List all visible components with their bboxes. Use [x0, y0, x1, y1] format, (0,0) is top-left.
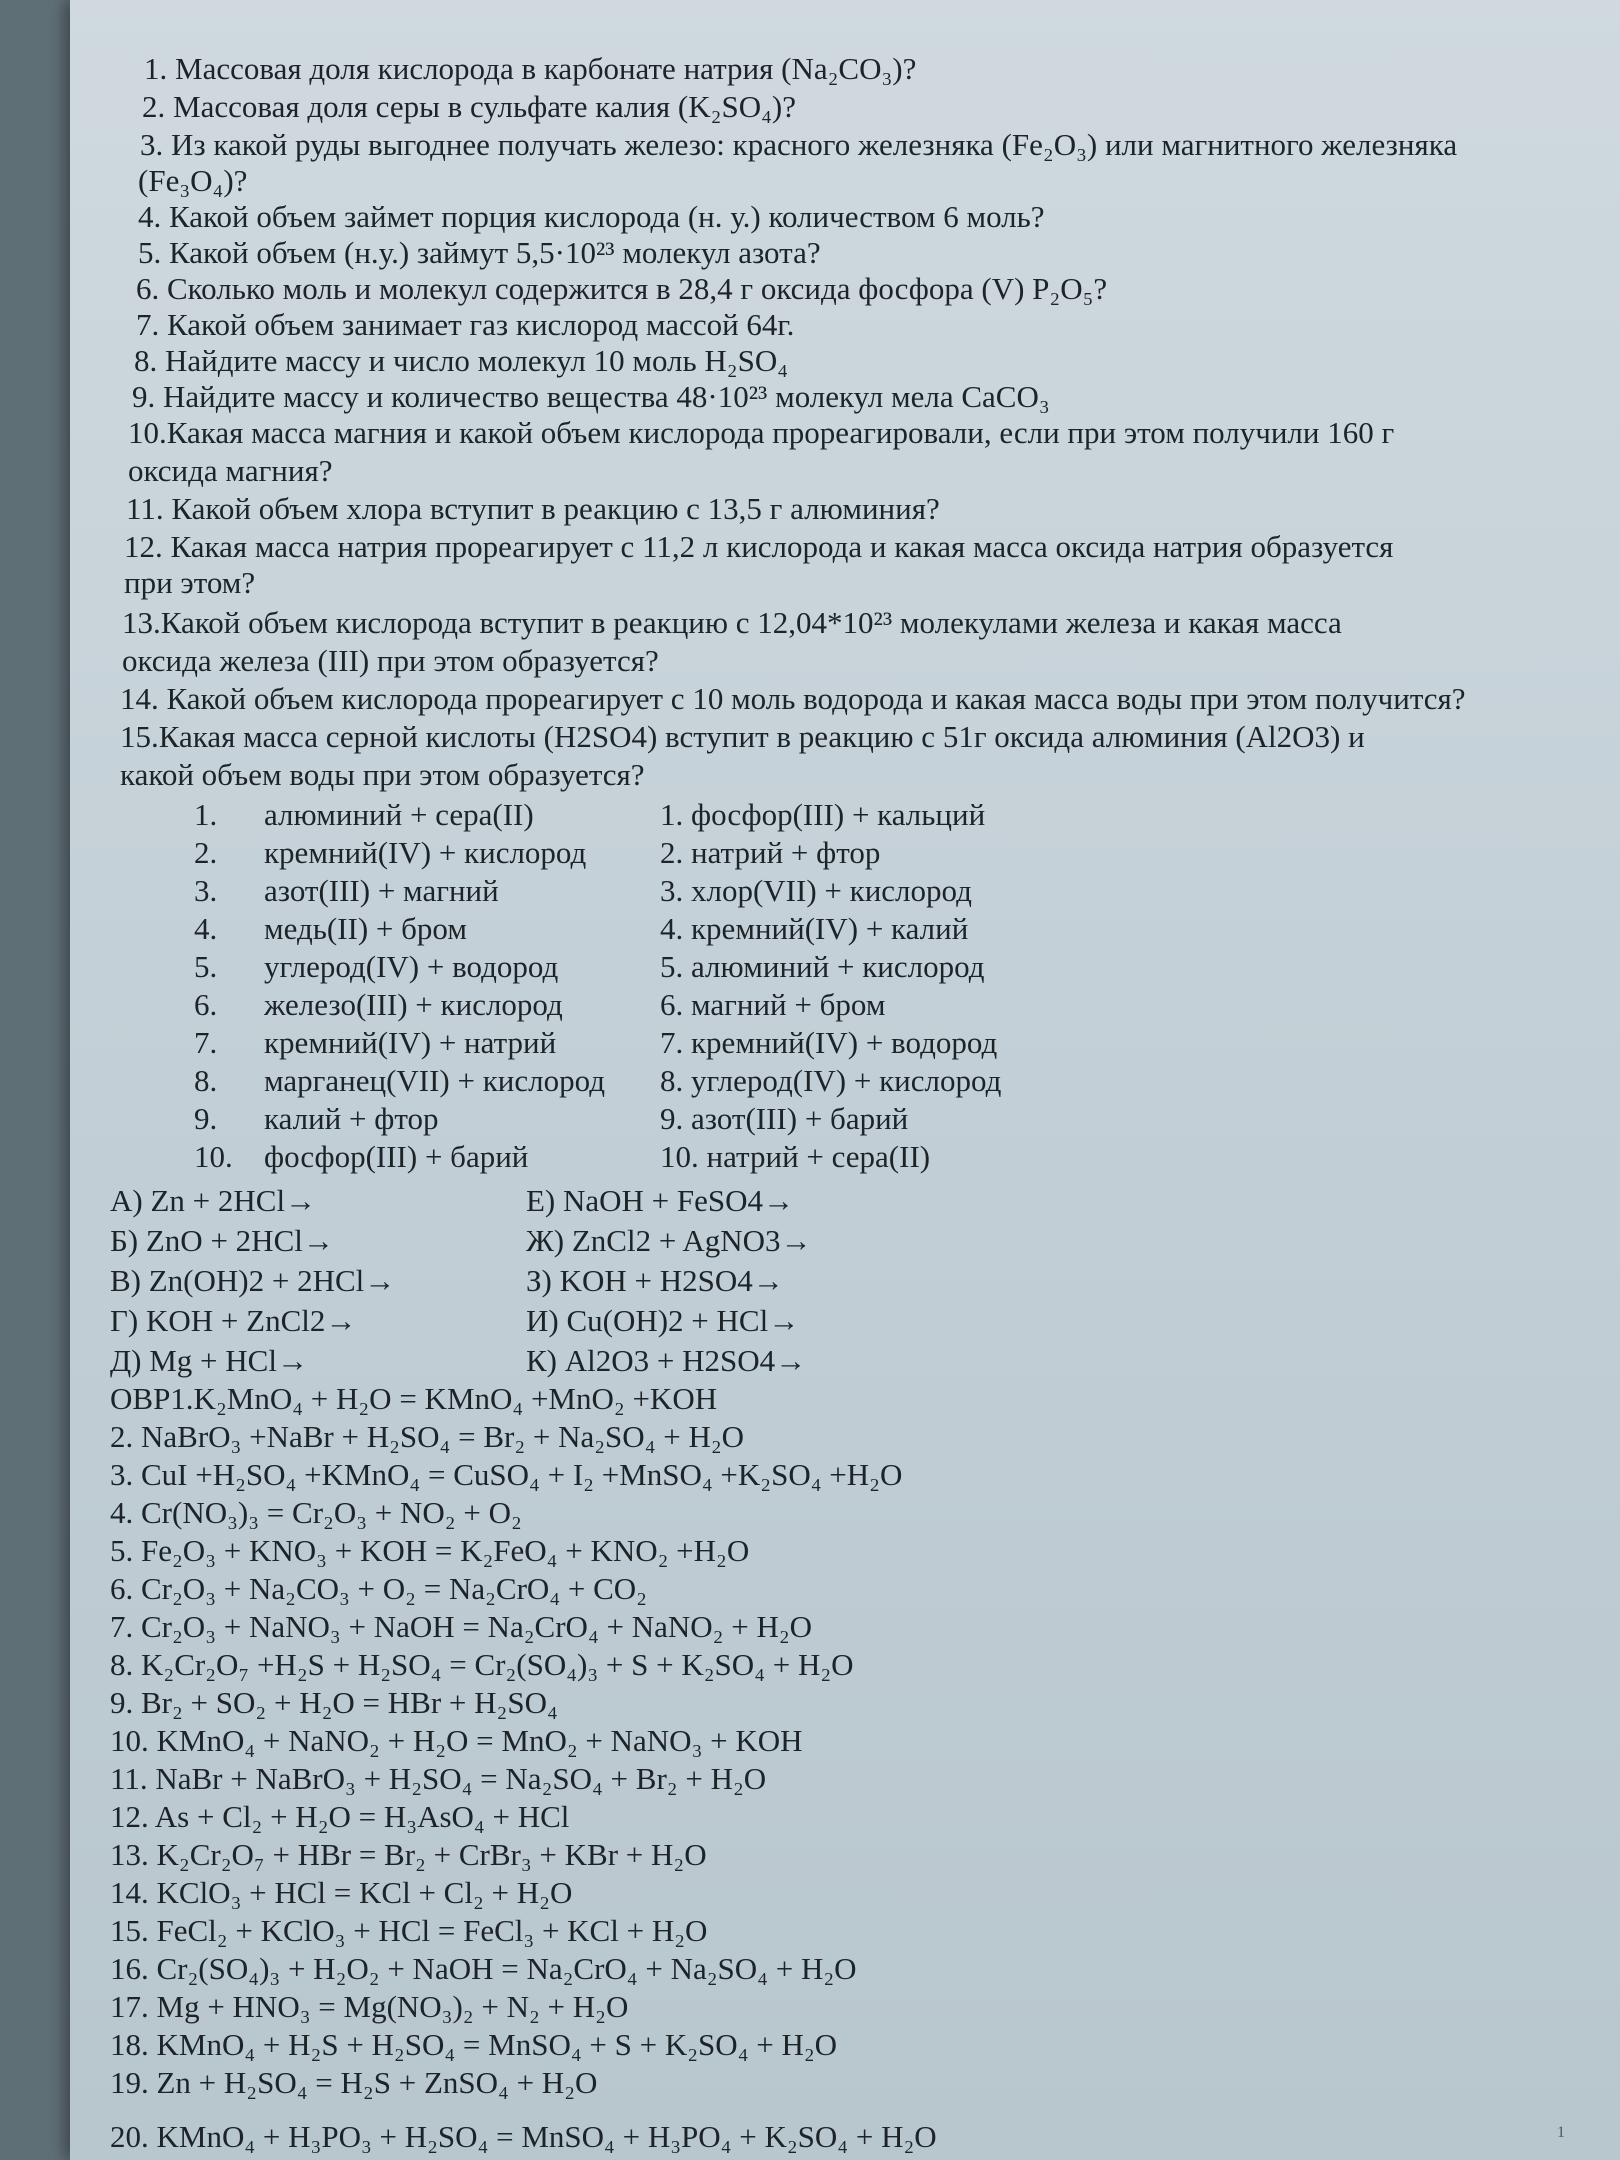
reaction-item: Б) ZnO + 2HCl→ [110, 1223, 334, 1258]
redox-equation: 11. NaBr + NaBrO₃ + H₂SO₄ = Na₂SO₄ + Br₂ + H₂O [110, 1761, 767, 1796]
pair-item: 6. магний + бром [660, 987, 886, 1022]
reaction-item: И) Cu(OH)2 + HCl→ [526, 1303, 800, 1338]
redox-equation: 6. Cr₂O₃ + Na₂CO₃ + O₂ = Na₂CrO₄ + CO₂ [110, 1571, 647, 1606]
redox-equation: 16. Cr₂(SO₄)₃ + H₂O₂ + NaOH = Na₂CrO₄ + Na₂SO₄ + H₂O [110, 1951, 857, 1986]
question-line: 4. Какой объем займет порция кислорода (н. у.) количеством 6 моль? [138, 199, 1045, 234]
reaction-item: З) KOH + H2SO4→ [526, 1263, 784, 1298]
question-line: (Fe₃O₄)? [138, 163, 248, 198]
question-line: 5. Какой объем (н.у.) займут 5,5·10²³ молекул азота? [138, 235, 821, 270]
redox-equation: 18. KMnO₄ + H₂S + H₂SO₄ = MnSO₄ + S + K₂SO₄ + H₂O [110, 2027, 838, 2062]
pair-item: 6. железо(III) + кислород [194, 987, 563, 1022]
worksheet-page [70, 0, 1620, 2160]
question-line: 7. Какой объем занимает газ кислород массой 64г. [136, 307, 795, 342]
pair-item: 10. фосфор(III) + барий [194, 1139, 529, 1174]
redox-equation: 7. Cr₂O₃ + NaNO₃ + NaOH = Na₂CrO₄ + NaNO₂ + H₂O [110, 1609, 813, 1644]
question-line: 2. Массовая доля серы в сульфате калия (K₂SO₄)? [142, 89, 796, 124]
question-line: оксида железа (III) при этом образуется? [122, 643, 659, 678]
pair-item: 1. фосфор(III) + кальций [660, 797, 986, 832]
pair-item: 8. марганец(VII) + кислород [194, 1063, 605, 1098]
question-line: 3. Из какой руды выгоднее получать железо: красного железняка (Fe₂O₃) или магнитного железняка [140, 127, 1458, 162]
pair-item: 7. кремний(IV) + водород [660, 1025, 998, 1060]
reaction-item: К) Al2O3 + H2SO4→ [526, 1343, 807, 1378]
redox-equation: 13. K₂Cr₂O₇ + HBr = Br₂ + CrBr₃ + KBr + H₂O [110, 1837, 707, 1872]
pair-item: 8. углерод(IV) + кислород [660, 1063, 1002, 1098]
pair-item: 5. алюминий + кислород [660, 949, 985, 984]
pair-item: 4. кремний(IV) + калий [660, 911, 969, 946]
redox-equation: 4. Cr(NO₃)₃ = Cr₂O₃ + NO₂ + O₂ [110, 1495, 522, 1530]
pair-item: 5. углерод(IV) + водород [194, 949, 559, 984]
question-line: оксида магния? [128, 453, 333, 488]
reaction-item: Г) KOH + ZnCl2→ [110, 1303, 357, 1338]
pair-item: 3. хлор(VII) + кислород [660, 873, 972, 908]
redox-equation: ОВР1.K₂MnO₄ + H₂O = KMnO₄ +MnO₂ +KOH [110, 1381, 718, 1416]
question-line: 10.Какая масса магния и какой объем кислорода прореагировали, если при этом получили 160 г [128, 415, 1395, 450]
question-line: 15.Какая масса серной кислоты (H2SO4) вступит в реакцию с 51г оксида алюминия (Al2O3) и [120, 719, 1365, 754]
reaction-item: Ж) ZnCl2 + AgNO3→ [526, 1223, 812, 1258]
pair-item: 9. калий + фтор [194, 1101, 439, 1136]
pair-item: 4. медь(II) + бром [194, 911, 467, 946]
reaction-item: Д) Mg + HCl→ [110, 1343, 308, 1378]
redox-equation: 10. KMnO₄ + NaNO₂ + H₂O = MnO₂ + NaNO₃ + KOH [110, 1723, 803, 1758]
reaction-item: В) Zn(OH)2 + 2HCl→ [110, 1263, 396, 1298]
question-line: 11. Какой объем хлора вступит в реакцию с 13,5 г алюминия? [126, 491, 940, 526]
pair-item: 7. кремний(IV) + натрий [194, 1025, 557, 1060]
redox-equation: 2. NaBrO₃ +NaBr + H₂SO₄ = Br₂ + Na₂SO₄ + H₂O [110, 1419, 745, 1454]
question-line: при этом? [124, 565, 256, 600]
question-line: 8. Найдите массу и число молекул 10 моль H₂SO₄ [134, 343, 789, 378]
question-line: 6. Сколько моль и молекул содержится в 28,4 г оксида фосфора (V) P₂O₅? [136, 271, 1108, 306]
question-line: 9. Найдите массу и количество вещества 48·10²³ молекул мела CaCO₃ [132, 379, 1050, 414]
redox-equation: 5. Fe₂O₃ + KNO₃ + KOH = K₂FeO₄ + KNO₂ +H₂O [110, 1533, 750, 1568]
question-line: какой объем воды при этом образуется? [120, 757, 645, 792]
pair-item: 2. кремний(IV) + кислород [194, 835, 587, 870]
pair-item: 10. натрий + сера(II) [660, 1139, 931, 1174]
redox-equation: 15. FeCl₂ + KClO₃ + HCl = FeCl₃ + KCl + H₂O [110, 1913, 708, 1948]
question-line: 12. Какая масса натрия прореагирует с 11,2 л кислорода и какая масса оксида натрия образуется [124, 529, 1394, 564]
redox-equation: 12. As + Cl₂ + H₂O = H₃AsO₄ + HCl [110, 1799, 570, 1834]
reaction-item: А) Zn + 2HCl→ [110, 1183, 317, 1218]
pair-item: 3. азот(III) + магний [194, 873, 499, 908]
redox-equation: 3. CuI +H₂SO₄ +KMnO₄ = CuSO₄ + I₂ +MnSO₄ +K₂SO₄ +H₂O [110, 1457, 903, 1492]
pair-item: 1. алюминий + сера(II) [194, 797, 534, 832]
redox-equation: 20. KMnO₄ + H₃PO₃ + H₂SO₄ = MnSO₄ + H₃PO₄ + K₂SO₄ + H₂O [110, 2119, 937, 2154]
question-line: 13.Какой объем кислорода вступит в реакцию с 12,04*10²³ молекулами железа и какая масса [122, 605, 1342, 640]
question-line: 1. Массовая доля кислорода в карбонате натрия (Na₂CO₃)? [144, 51, 917, 86]
pair-item: 2. натрий + фтор [660, 835, 881, 870]
redox-equation: 8. K₂Cr₂O₇ +H₂S + H₂SO₄ = Cr₂(SO₄)₃ + S + K₂SO₄ + H₂O [110, 1647, 854, 1682]
redox-equation: 19. Zn + H₂SO₄ = H₂S + ZnSO₄ + H₂O [110, 2065, 598, 2100]
page-number: 1 [1557, 2124, 1565, 2141]
pair-item: 9. азот(III) + барий [660, 1101, 909, 1136]
question-line: 14. Какой объем кислорода прореагирует с 10 моль водорода и какая масса воды при этом получится? [120, 681, 1466, 716]
redox-equation: 17. Mg + HNO₃ = Mg(NO₃)₂ + N₂ + H₂O [110, 1989, 629, 2024]
redox-equation: 9. Br₂ + SO₂ + H₂O = HBr + H₂SO₄ [110, 1685, 558, 1720]
redox-equation: 14. KClO₃ + HCl = KCl + Cl₂ + H₂O [110, 1875, 573, 1910]
reaction-item: Е) NaOH + FeSO4→ [526, 1183, 795, 1218]
